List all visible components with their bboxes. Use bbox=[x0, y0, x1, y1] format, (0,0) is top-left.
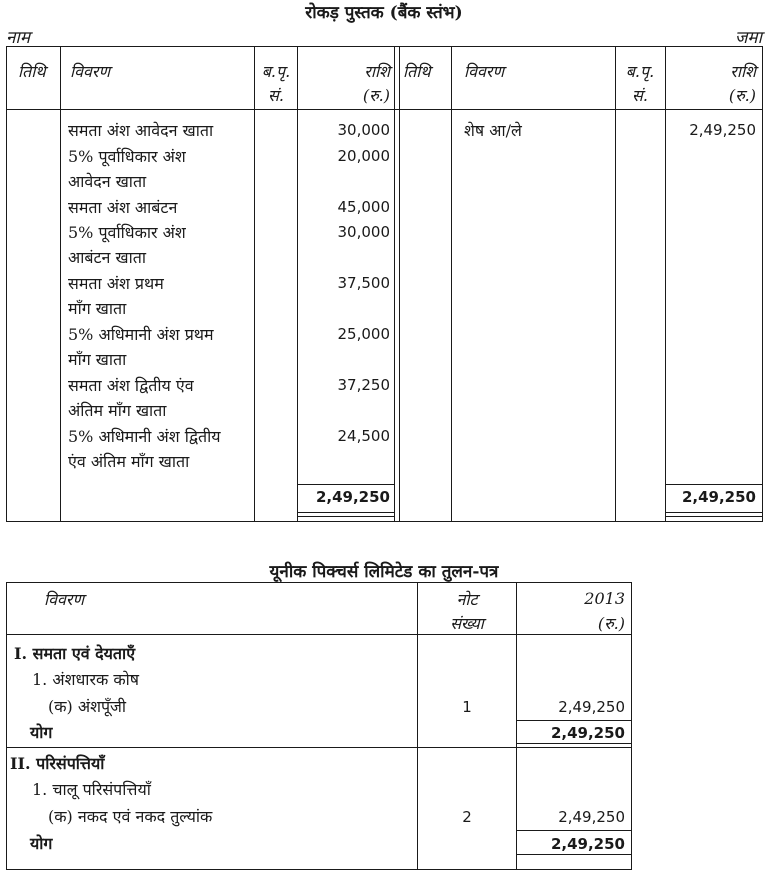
bs-note: 2 bbox=[462, 808, 472, 826]
bs-section-rule bbox=[6, 747, 632, 748]
debit-amount: 25,000 bbox=[337, 325, 390, 343]
debit-amount: 37,250 bbox=[337, 376, 390, 394]
balance-sheet-title: यूनीक पिक्चर्स लिमिटेड का तुलन-पत्र bbox=[269, 562, 499, 582]
total-rule bbox=[666, 484, 762, 485]
col-border bbox=[665, 46, 666, 522]
credit-particular: शेष आ/ले bbox=[464, 121, 522, 140]
debit-particular: माँग खाता bbox=[68, 350, 127, 369]
col-border bbox=[399, 46, 400, 522]
bs-header-particulars: विवरण bbox=[44, 590, 85, 609]
credit-side-label: जमा bbox=[734, 28, 762, 48]
bs-header-year: 2013 bbox=[584, 589, 625, 608]
bs-top-border bbox=[6, 582, 632, 583]
header-amount: (रु.) bbox=[728, 86, 756, 105]
header-amount: (रु.) bbox=[362, 86, 390, 105]
bs-total-label: योग bbox=[30, 723, 53, 742]
header-lf: ब.पृ. bbox=[625, 62, 655, 81]
debit-particular: एंव अंतिम माँग खाता bbox=[68, 452, 190, 471]
total-rule bbox=[298, 484, 394, 485]
bs-section-heading: I. समता एवं देयताएँ bbox=[14, 644, 136, 663]
bs-bottom-border bbox=[6, 869, 632, 870]
credit-total: 2,49,250 bbox=[681, 488, 756, 506]
bs-total-amount: 2,49,250 bbox=[550, 835, 625, 853]
debit-particular: आवेदन खाता bbox=[68, 172, 147, 191]
debit-particular: 5% अधिमानी अंश प्रथम bbox=[68, 325, 214, 344]
bs-note: 1 bbox=[462, 698, 472, 716]
bs-subheading: 1. चालू परिसंपत्तियाँ bbox=[32, 780, 151, 799]
debit-amount: 37,500 bbox=[337, 274, 390, 292]
col-border bbox=[394, 46, 395, 522]
header-date: तिथि bbox=[18, 62, 46, 81]
header-particulars: विवरण bbox=[464, 62, 505, 81]
debit-particular: 5% पूर्वाधिकार अंश bbox=[68, 223, 186, 242]
total-rule bbox=[298, 512, 394, 513]
debit-side-label: नाम bbox=[6, 28, 31, 48]
col-border bbox=[762, 46, 763, 522]
debit-amount: 45,000 bbox=[337, 198, 390, 216]
bs-header-note: संख्या bbox=[450, 614, 484, 633]
debit-amount: 30,000 bbox=[337, 223, 390, 241]
cash-book-bottom-border bbox=[6, 521, 762, 522]
bs-header-rule bbox=[6, 634, 632, 635]
header-lf: सं. bbox=[632, 86, 648, 105]
bs-total-rule bbox=[517, 854, 631, 855]
bs-item: (क) नकद एवं नकद तुल्यांक bbox=[48, 807, 213, 826]
bs-total-amount: 2,49,250 bbox=[550, 724, 625, 742]
bs-item: (क) अंशपूँजी bbox=[48, 697, 127, 716]
bs-col-border bbox=[631, 582, 632, 870]
debit-particular: समता अंश द्वितीय एंव bbox=[68, 376, 194, 395]
cash-book-title: रोकड़ पुस्तक (बैंक स्तंभ) bbox=[305, 3, 463, 23]
bs-total-rule bbox=[517, 743, 631, 744]
debit-particular: माँग खाता bbox=[68, 299, 127, 318]
header-particulars: विवरण bbox=[70, 62, 111, 81]
bs-subheading: 1. अंशधारक कोष bbox=[32, 670, 140, 689]
col-border bbox=[6, 46, 7, 522]
debit-particular: अंतिम माँग खाता bbox=[68, 401, 167, 420]
debit-particular: समता अंश प्रथम bbox=[68, 274, 164, 293]
debit-total: 2,49,250 bbox=[315, 488, 390, 506]
debit-amount: 30,000 bbox=[337, 121, 390, 139]
cash-book-top-border bbox=[6, 46, 762, 47]
debit-particular: 5% पूर्वाधिकार अंश bbox=[68, 147, 186, 166]
header-amount: राशि bbox=[730, 62, 756, 81]
bs-header-note: नोट bbox=[456, 590, 478, 609]
bs-total-label: योग bbox=[30, 834, 53, 853]
total-rule bbox=[666, 516, 762, 517]
col-border bbox=[254, 46, 255, 522]
col-border bbox=[60, 46, 61, 522]
debit-amount: 24,500 bbox=[337, 427, 390, 445]
col-border bbox=[615, 46, 616, 522]
debit-particular: समता अंश आवेदन खाता bbox=[68, 121, 214, 140]
bs-col-border bbox=[6, 582, 7, 870]
debit-particular: आबंटन खाता bbox=[68, 248, 147, 267]
bs-header-year: (रु.) bbox=[597, 614, 625, 633]
bs-amount: 2,49,250 bbox=[558, 698, 625, 716]
header-lf: ब.पृ. bbox=[261, 62, 291, 81]
total-rule bbox=[298, 516, 394, 517]
debit-particular: 5% अधिमानी अंश द्वितीय bbox=[68, 427, 221, 446]
header-amount: राशि bbox=[364, 62, 390, 81]
debit-amount: 20,000 bbox=[337, 147, 390, 165]
bs-section-heading: II. परिसंपत्तियाँ bbox=[10, 754, 105, 773]
total-rule bbox=[666, 512, 762, 513]
debit-particular: समता अंश आबंटन bbox=[68, 198, 178, 217]
cash-book-header-rule bbox=[6, 109, 762, 110]
bs-amount: 2,49,250 bbox=[558, 808, 625, 826]
credit-amount: 2,49,250 bbox=[689, 121, 756, 139]
header-date: तिथि bbox=[403, 62, 431, 81]
col-border bbox=[451, 46, 452, 522]
bs-total-rule bbox=[517, 720, 631, 721]
bs-total-rule bbox=[517, 830, 631, 831]
header-lf: सं. bbox=[268, 86, 284, 105]
